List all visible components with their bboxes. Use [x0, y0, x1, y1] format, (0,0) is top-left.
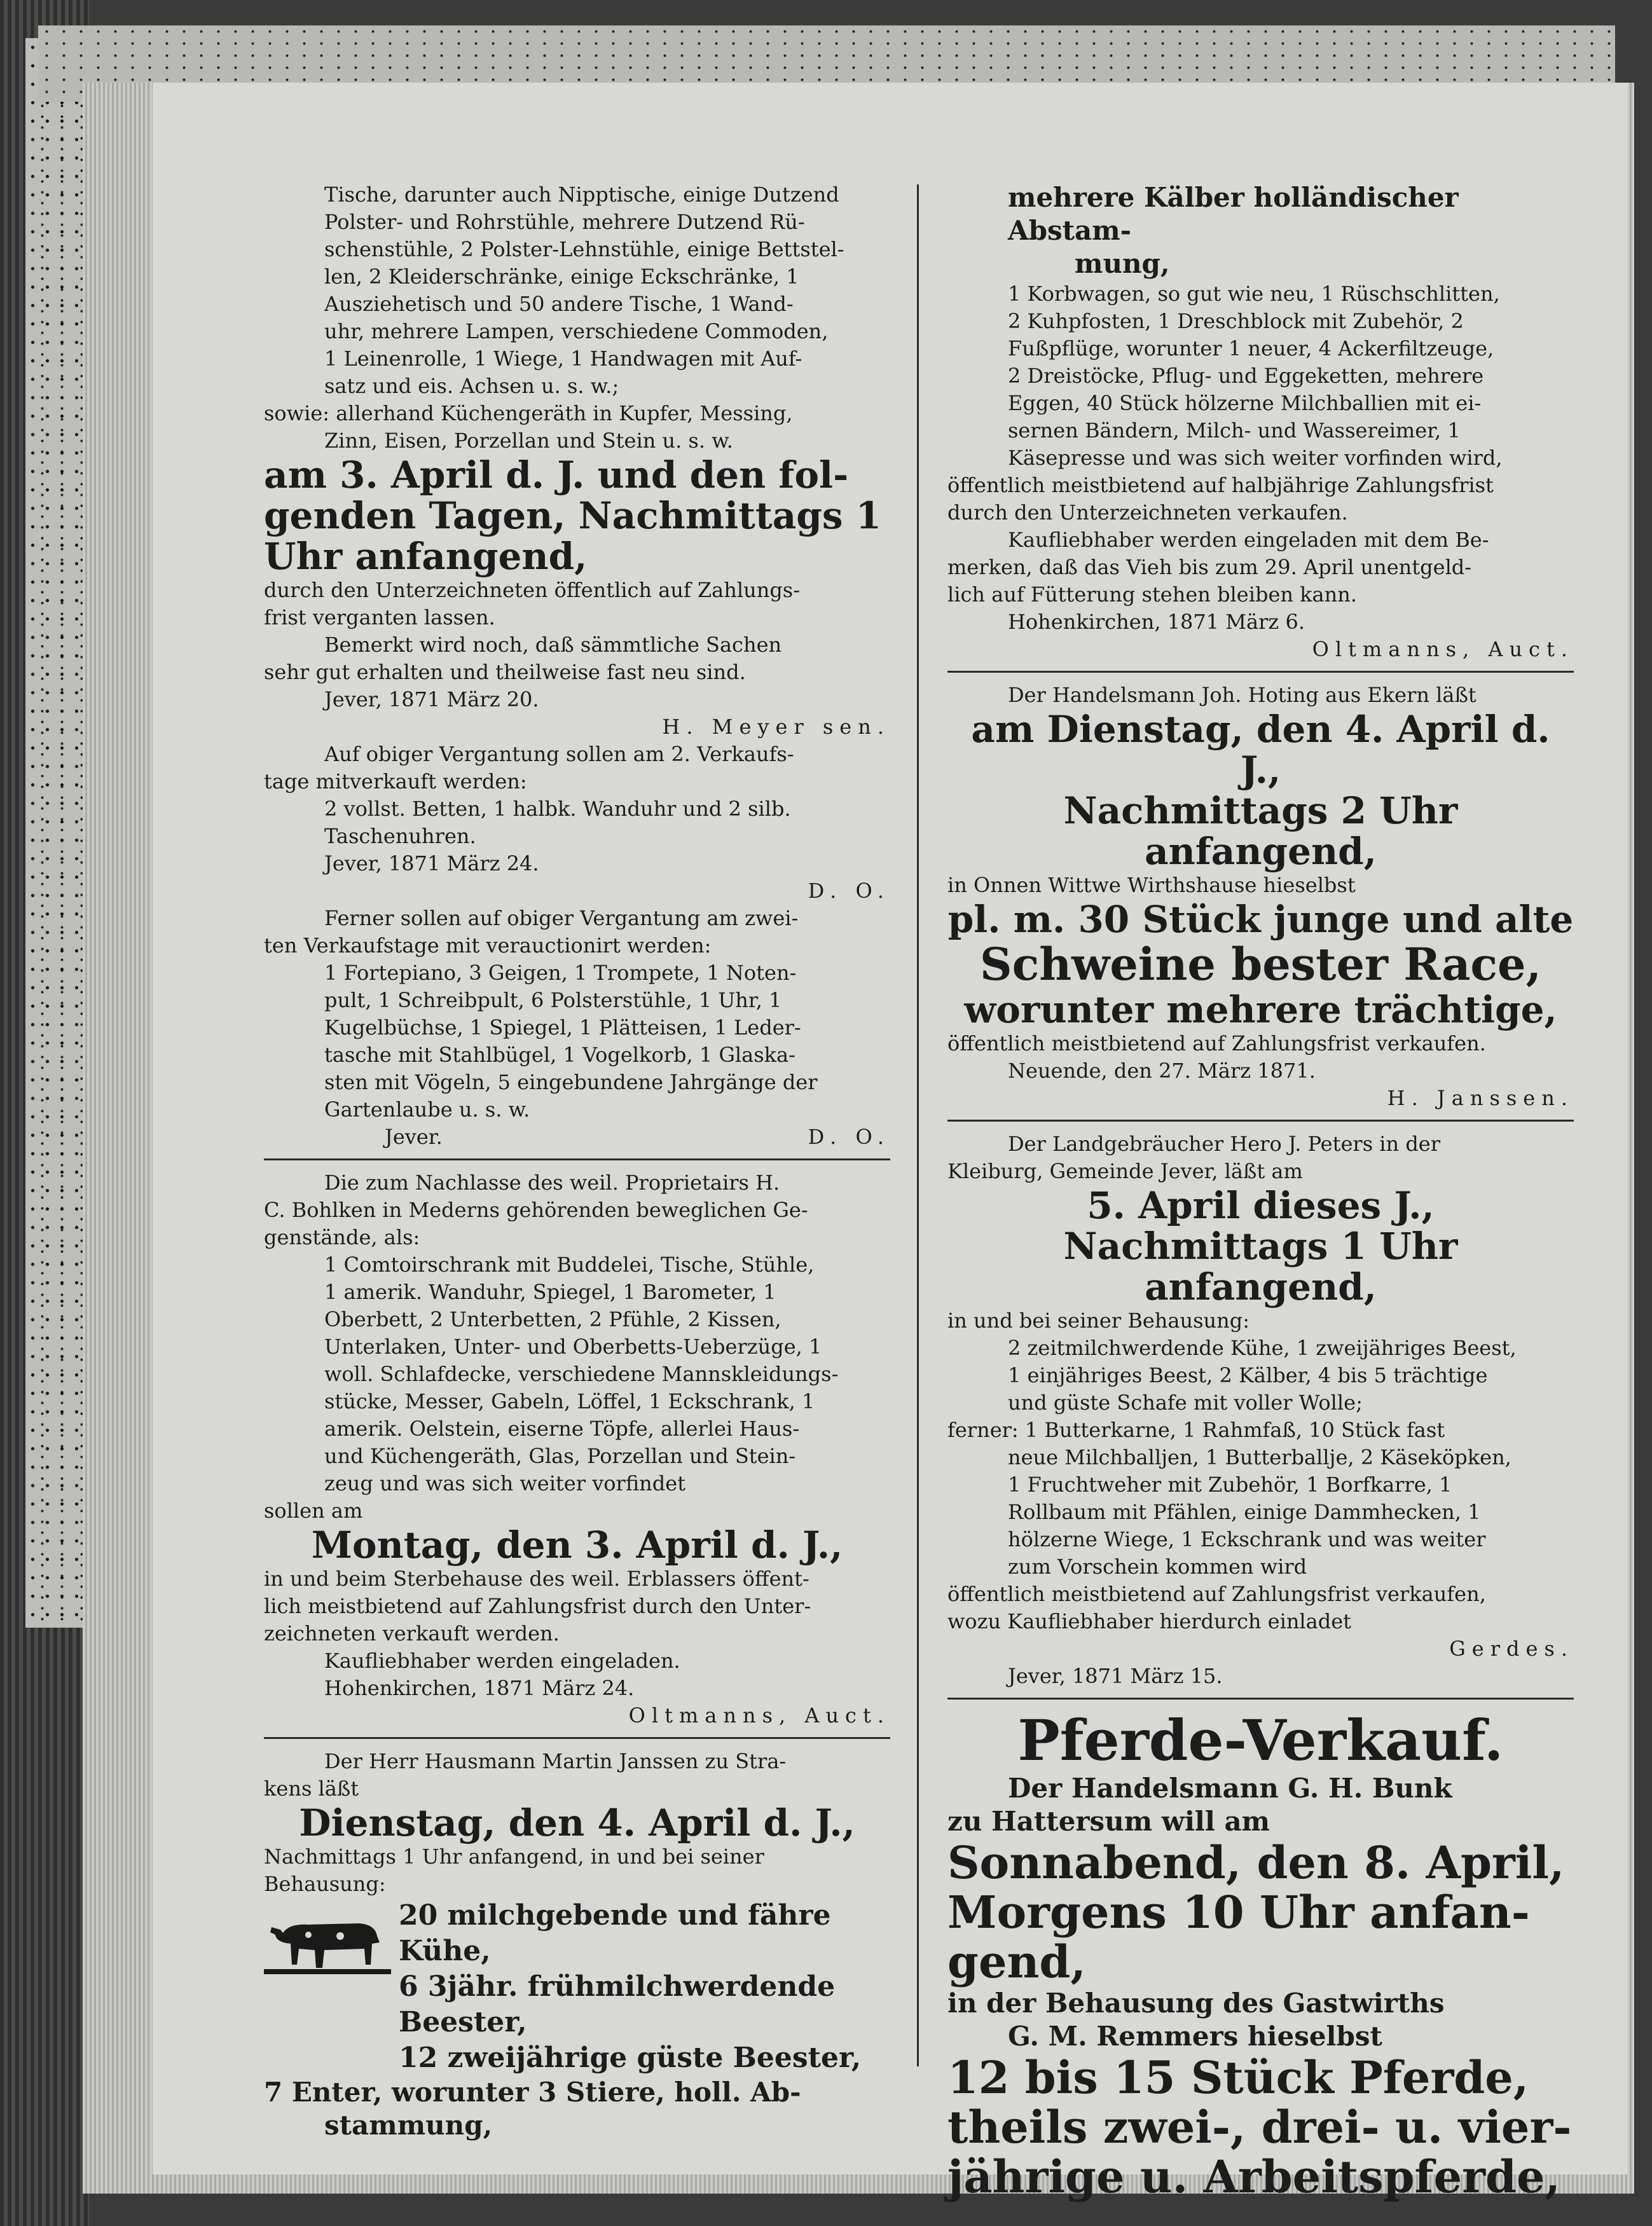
item-line: sten mit Vögeln, 5 eingebundene Jahrgänge der	[324, 1070, 818, 1094]
body-line: lich meistbietend auf Zahlungsfrist durch den Unter-	[264, 1594, 811, 1618]
cattle-line: 6 3jähr. frühmilchwerdende Beester,	[399, 1970, 836, 2038]
cattle-lines	[399, 1898, 890, 2076]
intro-line: kens läßt	[264, 1776, 359, 1801]
sowie-line-cont: Zinn, Eisen, Porzellan und Stein u. s. w.	[324, 429, 733, 453]
ferner-line: ferner: 1 Butterkarne, 1 Rahmfaß, 10 Stück fast	[947, 1418, 1445, 1442]
intro-line: Die zum Nachlasse des weil. Proprietairs H.	[324, 1171, 780, 1195]
place-date: Jever, 1871 März 20.	[324, 687, 539, 711]
notice-separator	[947, 671, 1574, 673]
auction-notice-janssen-continued	[947, 181, 1574, 663]
item-line: neue Milchballjen, 1 Butterballje, 2 Käseköpken,	[1008, 1445, 1511, 1469]
sowie-line: sowie: allerhand Küchengeräth in Kupfer, Messing,	[264, 401, 793, 425]
sale-date-heading: gend,	[947, 1935, 1086, 1988]
body-line: durch den Unterzeichneten öffentlich auf Zahlungs-	[264, 578, 801, 602]
note-line: lich auf Fütterung stehen bleiben kann.	[947, 582, 1358, 607]
invite-line: Kaufliebhaber werden eingeladen.	[324, 1649, 680, 1673]
item-line: 2 zeitmilchwerdende Kühe, 1 zweijähriges Beest,	[1008, 1336, 1517, 1360]
item-line: 1 Korbwagen, so gut wie neu, 1 Rüschschlitten,	[1008, 282, 1500, 306]
place-date: Neuende, den 27. März 1871.	[1008, 1059, 1316, 1083]
auction-date-heading: Uhr anfangend,	[264, 535, 588, 578]
body-line: Nachmittags 1 Uhr anfangend, in und bei seiner	[264, 1845, 764, 1869]
signature: D. O.	[808, 879, 890, 903]
heading-line: mung,	[1075, 248, 1170, 279]
signature: D. O.	[808, 1125, 890, 1149]
offer-line: jährige u. Arbeitspferde,	[947, 2150, 1560, 2203]
body-line: zeichneten verkauft werden.	[264, 1621, 560, 1645]
signature: Gerdes.	[1449, 1637, 1574, 1661]
notice-separator	[264, 1158, 890, 1160]
body-line: öffentlich meistbietend auf Zahlungsfrist verkaufen.	[947, 1031, 1486, 1055]
body-line: frist verganten lassen.	[264, 605, 495, 629]
item-line: Ausziehetisch und 50 andere Tische, 1 Wand-	[324, 292, 794, 316]
notice-separator	[947, 1120, 1574, 1122]
item-line: amerik. Oelstein, eiserne Töpfe, allerlei Haus-	[324, 1417, 800, 1441]
place-date: Hohenkirchen, 1871 März 6.	[1008, 610, 1305, 634]
body-line: wozu Kaufliebhaber hierdurch einladet	[947, 1609, 1352, 1633]
offer-subline: worunter mehrere trächtige,	[964, 988, 1557, 1031]
item-line: 1 Leinenrolle, 1 Wiege, 1 Handwagen mit Auf-	[324, 347, 802, 371]
sale-date-heading: Morgens 10 Uhr anfan-	[947, 1886, 1530, 1939]
auction-date-heading: genden Tagen, Nachmittags 1	[264, 494, 882, 537]
auction-notice-addendum-1	[264, 741, 890, 905]
column-divider	[917, 184, 919, 2066]
item-line: zum Vorschein kommen wird	[1008, 1555, 1307, 1579]
item-line: pult, 1 Schreibpult, 6 Polsterstühle, 1 Uhr, 1	[324, 988, 782, 1012]
right-column	[947, 181, 1574, 2202]
item-line: schenstühle, 2 Polster-Lehnstühle, einige Bettstel-	[324, 237, 844, 261]
item-line: Oberbett, 2 Unterbetten, 2 Pfühle, 2 Kissen,	[324, 1307, 781, 1331]
item-line: len, 2 Kleiderschränke, einige Eckschränke, 1	[324, 265, 799, 289]
intro-line: zu Hattersum will am	[947, 1806, 1270, 1837]
heading-line: mehrere Kälber holländischer Abstam-	[1008, 182, 1459, 246]
item-line: 1 Fortepiano, 3 Geigen, 1 Trompete, 1 Noten-	[324, 961, 797, 985]
item-line: Unterlaken, Unter- und Oberbetts-Ueberzüge, 1	[324, 1335, 822, 1359]
note-line: Kaufliebhaber werden eingeladen mit dem Be-	[1008, 528, 1489, 552]
intro-line: Kleiburg, Gemeinde Jever, läßt am	[947, 1159, 1303, 1183]
item-line: 1 amerik. Wanduhr, Spiegel, 1 Barometer, 1	[324, 1280, 776, 1304]
note-line: Bemerkt wird noch, daß sämmtliche Sachen	[324, 633, 782, 657]
intro-line: Ferner sollen auf obiger Vergantung am zwei-	[324, 906, 799, 930]
item-line: Fußpflüge, worunter 1 neuer, 4 Ackerfiltzeuge,	[1008, 336, 1494, 361]
location-line: G. M. Remmers hieselbst	[1008, 2021, 1382, 2052]
auction-date-heading: 5. April dieses J.,	[1087, 1184, 1435, 1227]
body-line: öffentlich meistbietend auf Zahlungsfrist verkaufen,	[947, 1582, 1486, 1606]
signature: Oltmanns, Auct.	[1312, 637, 1574, 661]
intro-line: genstände, als:	[264, 1225, 420, 1249]
item-line: Polster- und Rohrstühle, mehrere Dutzend Rü-	[324, 210, 805, 234]
left-column	[264, 181, 890, 2142]
intro-line: tage mitverkauft werden:	[264, 769, 527, 794]
location-line: in der Behausung des Gastwirths	[947, 1988, 1445, 2019]
note-line: sehr gut erhalten und theilweise fast neu sind.	[264, 660, 746, 684]
item-line: woll. Schlafdecke, verschiedene Mannskleidungs-	[324, 1362, 839, 1386]
notice-separator	[264, 1737, 890, 1739]
item-line: 2 Kuhpfosten, 1 Dreschblock mit Zubehör, 2	[1008, 309, 1464, 333]
signature: H. Janssen.	[1387, 1086, 1574, 1110]
item-line: Käsepresse und was sich weiter vorfinden wird,	[1008, 446, 1503, 470]
item-line: stücke, Messer, Gabeln, Löffel, 1 Eckschrank, 1	[324, 1389, 815, 1413]
place-date: Hohenkirchen, 1871 März 24.	[324, 1676, 635, 1700]
item-line: Taschenuhren.	[324, 824, 476, 848]
auction-notice-hoting	[947, 682, 1574, 1112]
auction-date-heading: am Dienstag, den 4. April d. J.,	[971, 708, 1550, 792]
item-line: satz und eis. Achsen u. s. w.;	[324, 374, 619, 398]
item-line: zeug und was sich weiter vorfindet	[324, 1471, 686, 1495]
item-line: 1 einjähriges Beest, 2 Kälber, 4 bis 5 trächtige	[1008, 1363, 1488, 1387]
auction-date-heading: Dienstag, den 4. April d. J.,	[299, 1801, 855, 1845]
place-signature-row	[264, 1123, 890, 1151]
item-line: Rollbaum mit Pfählen, einige Dammhecken, 1	[1008, 1500, 1481, 1524]
item-line: 1 Fruchtweher mit Zubehör, 1 Borfkarre, 1	[1008, 1473, 1452, 1497]
item-line: 1 Comtoirschrank mit Buddelei, Tische, Stühle,	[324, 1253, 815, 1277]
auction-date-heading: Nachmittags 1 Uhr anfangend,	[1063, 1225, 1458, 1309]
item-line: hölzerne Wiege, 1 Eckschrank und was weiter	[1008, 1527, 1486, 1551]
auction-notice-janssen	[264, 1748, 890, 2142]
auction-notice-addendum-2	[264, 905, 890, 1151]
note-line: merken, daß das Vieh bis zum 29. April unentgeld-	[947, 555, 1472, 579]
cow-icon	[264, 1904, 391, 1987]
intro-line: Der Handelsmann Joh. Hoting aus Ekern läßt	[1008, 683, 1476, 707]
auction-notice-meyer	[264, 181, 890, 741]
item-line: 2 vollst. Betten, 1 halbk. Wanduhr und 2 silb.	[324, 797, 791, 821]
horse-sale-notice	[947, 1708, 1574, 2202]
item-line: sernen Bändern, Milch- und Wassereimer, 1	[1008, 418, 1461, 443]
body-line: durch den Unterzeichneten verkaufen.	[947, 500, 1348, 525]
cattle-line: 20 milchgebende und fähre Kühe,	[399, 1899, 831, 1967]
cattle-block	[264, 1898, 890, 2076]
cattle-line: 12 zweijährige güste Beester,	[399, 2042, 862, 2074]
intro-line: Der Handelsmann G. H. Bunk	[1008, 1773, 1452, 1804]
offer-line: pl. m. 30 Stück junge und alte	[947, 898, 1574, 941]
intro-line: C. Bohlken in Mederns gehörenden beweglichen Ge-	[264, 1198, 808, 1222]
intro-line: ten Verkaufstage mit verauctionirt werden:	[264, 933, 712, 958]
auction-date-heading: am 3. April d. J. und den fol-	[264, 453, 849, 497]
offer-headline: Schweine bester Race,	[980, 938, 1541, 991]
sollen-line: sollen am	[264, 1499, 363, 1523]
location-line: in Onnen Wittwe Wirthshause hieselbst	[947, 873, 1356, 897]
intro-line: Auf obiger Vergantung sollen am 2. Verkaufs-	[324, 742, 794, 766]
auction-notice-bohlken	[264, 1169, 890, 1729]
notice-separator	[947, 1698, 1574, 1700]
cattle-line: stammung,	[324, 2110, 493, 2141]
signature: Oltmanns, Auct.	[628, 1703, 890, 1728]
item-line: uhr, mehrere Lampen, verschiedene Commoden,	[324, 319, 829, 343]
item-line: und güste Schafe mit voller Wolle;	[1008, 1391, 1363, 1415]
item-line: Kugelbüchse, 1 Spiegel, 1 Plätteisen, 1 Leder-	[324, 1015, 801, 1040]
place-date: Jever, 1871 März 24.	[324, 851, 539, 876]
place-date: Jever, 1871 März 15.	[1008, 1664, 1223, 1688]
body-line: Behausung:	[264, 1872, 386, 1896]
item-line: tasche mit Stahlbügel, 1 Vogelkorb, 1 Glaska-	[324, 1043, 795, 1067]
offer-line: 12 bis 15 Stück Pferde,	[947, 2051, 1529, 2104]
item-line: 2 Dreistöcke, Pflug- und Eggeketten, mehrere	[1008, 364, 1484, 388]
place: Jever.	[385, 1125, 443, 1149]
signature: H. Meyer sen.	[662, 715, 890, 739]
body-line: in und beim Sterbehause des weil. Erblassers öffent-	[264, 1567, 809, 1591]
cattle-line: 7 Enter, worunter 3 Stiere, holl. Ab-	[264, 2077, 801, 2108]
intro-line: Der Landgebräucher Hero J. Peters in der	[1008, 1132, 1441, 1156]
location-line: in und bei seiner Behausung:	[947, 1309, 1249, 1333]
item-line: Eggen, 40 Stück hölzerne Milchballien mit ei-	[1008, 391, 1482, 415]
auction-date-heading: Nachmittags 2 Uhr anfangend,	[1063, 789, 1458, 873]
intro-line: Der Herr Hausmann Martin Janssen zu Stra-	[324, 1749, 787, 1773]
item-line: Tische, darunter auch Nipptische, einige Dutzend	[324, 182, 839, 207]
auction-date-heading: Montag, den 3. April d. J.,	[311, 1523, 843, 1567]
item-line: Gartenlaube u. s. w.	[324, 1097, 530, 1122]
auction-notice-peters	[947, 1130, 1574, 1690]
item-line: und Küchengeräth, Glas, Porzellan und Stein-	[324, 1444, 796, 1468]
body-line: öffentlich meistbietend auf halbjährige Zahlungsfrist	[947, 473, 1494, 497]
sale-date-heading: Sonnabend, den 8. April,	[947, 1836, 1565, 1889]
offer-line: theils zwei-, drei- u. vier-	[947, 2101, 1572, 2154]
horse-sale-headline: Pferde-Verkauf.	[1017, 1707, 1504, 1773]
